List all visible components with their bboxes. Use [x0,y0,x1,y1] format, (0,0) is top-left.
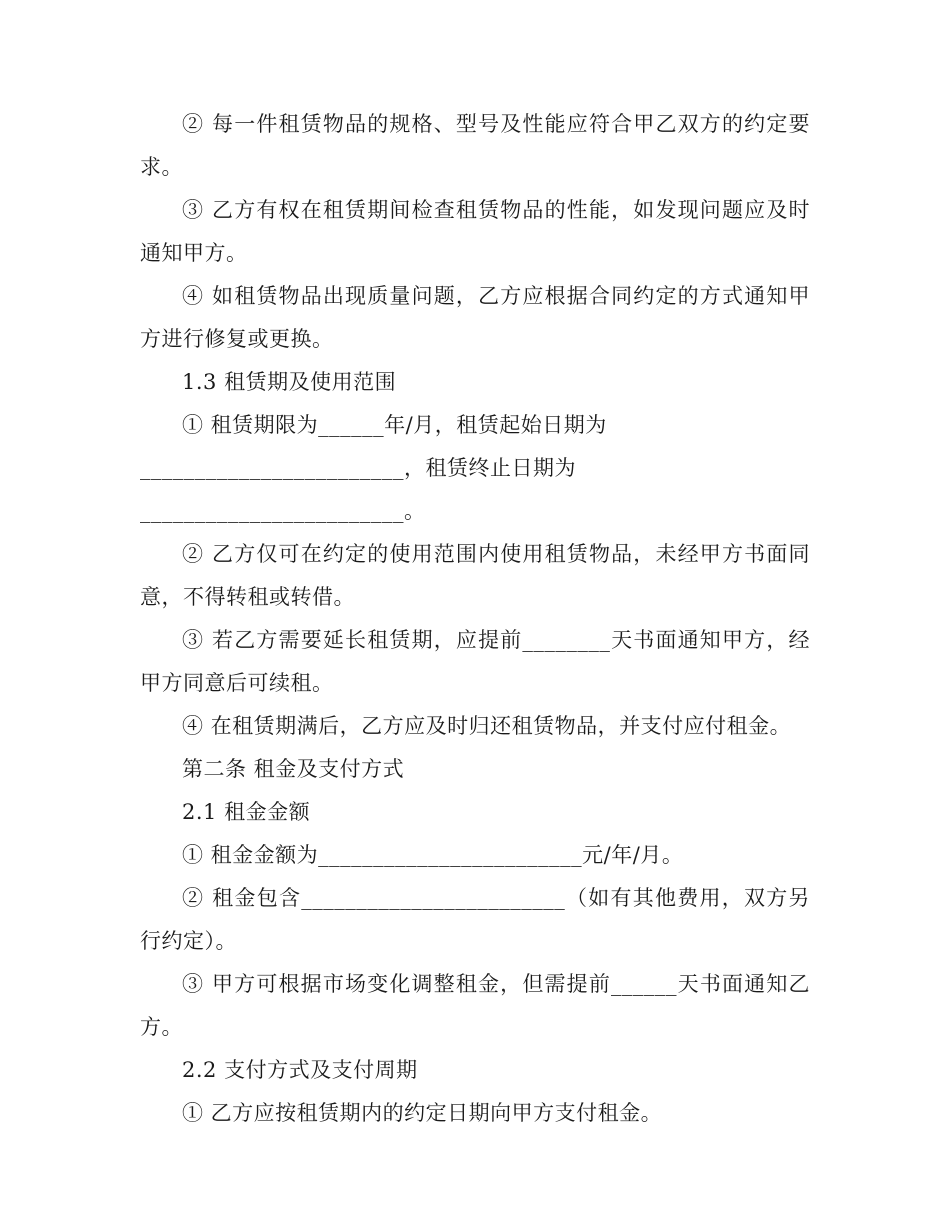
article-heading: 第二条 租金及支付方式 [182,757,405,781]
section-heading: 2.1 租金金额 [182,800,311,824]
clause-line: 求。 [140,155,183,179]
clause-line: ③ 甲方可根据市场变化调整租金，但需提前______天书面通知乙 [182,972,810,996]
clause-line: ④ 如租赁物品出现质量问题，乙方应根据合同约定的方式通知甲 [182,284,810,308]
section-heading: 1.3 租赁期及使用范围 [182,370,397,394]
clause-line: ② 乙方仅可在约定的使用范围内使用租赁物品，未经甲方书面同 [182,542,810,566]
clause-line: 通知甲方。 [140,241,248,265]
clause-line: ③ 若乙方需要延长租赁期，应提前________天书面通知甲方，经 [182,628,810,652]
clause-line: 方。 [140,1015,183,1039]
section-heading: 2.2 支付方式及支付周期 [182,1058,418,1082]
clause-line: ________________________。 [140,499,426,523]
clause-line: ① 租赁期限为______年/月，租赁起始日期为 [182,413,607,437]
clause-line: ① 乙方应按租赁期内的约定日期向甲方支付租金。 [182,1101,663,1125]
clause-line: 意，不得转租或转借。 [140,585,355,609]
clause-line: 甲方同意后可续租。 [140,671,334,695]
clause-line: ② 每一件租赁物品的规格、型号及性能应符合甲乙双方的约定要 [182,112,810,136]
clause-line: ② 租金包含________________________（如有其他费用，双方另 [182,886,810,910]
clause-line: ① 租金金额为________________________元/年/月。 [182,843,684,867]
clause-line: ④ 在租赁期满后，乙方应及时归还租赁物品，并支付应付租金。 [182,714,792,738]
clause-line: 行约定）。 [140,929,237,953]
clause-line: ③ 乙方有权在租赁期间检查租赁物品的性能，如发现问题应及时 [182,198,810,222]
clause-line: ________________________，租赁终止日期为 [140,456,576,480]
clause-line: 方进行修复或更换。 [140,327,334,351]
document-body [140,103,810,1135]
